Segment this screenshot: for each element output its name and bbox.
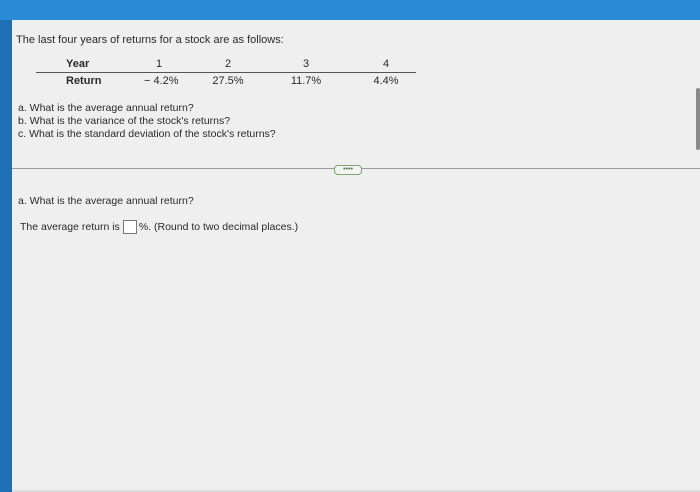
year-cell: 4: [382, 58, 390, 70]
question-item: a. What is the average annual return?: [18, 102, 194, 114]
problem-intro: The last four years of returns for a stock are as follows:: [16, 34, 284, 46]
answer-suffix: %. (Round to two decimal places.): [138, 221, 299, 233]
year-label: Year: [66, 58, 90, 70]
average-return-input[interactable]: [123, 220, 137, 234]
table-row-year: [36, 56, 416, 73]
answer-prefix: The average return is: [20, 221, 120, 233]
return-label: Return: [66, 75, 102, 87]
returns-table: [36, 56, 416, 90]
top-bar: [0, 0, 700, 20]
question-item: b. What is the variance of the stock's returns?: [18, 115, 231, 127]
left-edge-bar: [0, 20, 12, 492]
question-item: c. What is the standard deviation of the stock's returns?: [18, 128, 276, 140]
answer-question: a. What is the average annual return?: [18, 195, 194, 207]
question-list: [18, 102, 276, 141]
return-cell: 27.5%: [212, 75, 244, 87]
expand-more-button[interactable]: ••••: [334, 165, 362, 175]
question-page: [12, 20, 700, 490]
year-cell: 2: [224, 58, 232, 70]
answer-line: [20, 220, 298, 234]
table-row-return: [36, 73, 416, 90]
return-cell: 4.4%: [373, 75, 399, 87]
return-cell: 11.7%: [290, 75, 322, 87]
year-cell: 3: [302, 58, 310, 70]
scrollbar-thumb[interactable]: [696, 88, 700, 150]
year-cell: 1: [155, 58, 163, 70]
return-cell: − 4.2%: [144, 75, 179, 87]
